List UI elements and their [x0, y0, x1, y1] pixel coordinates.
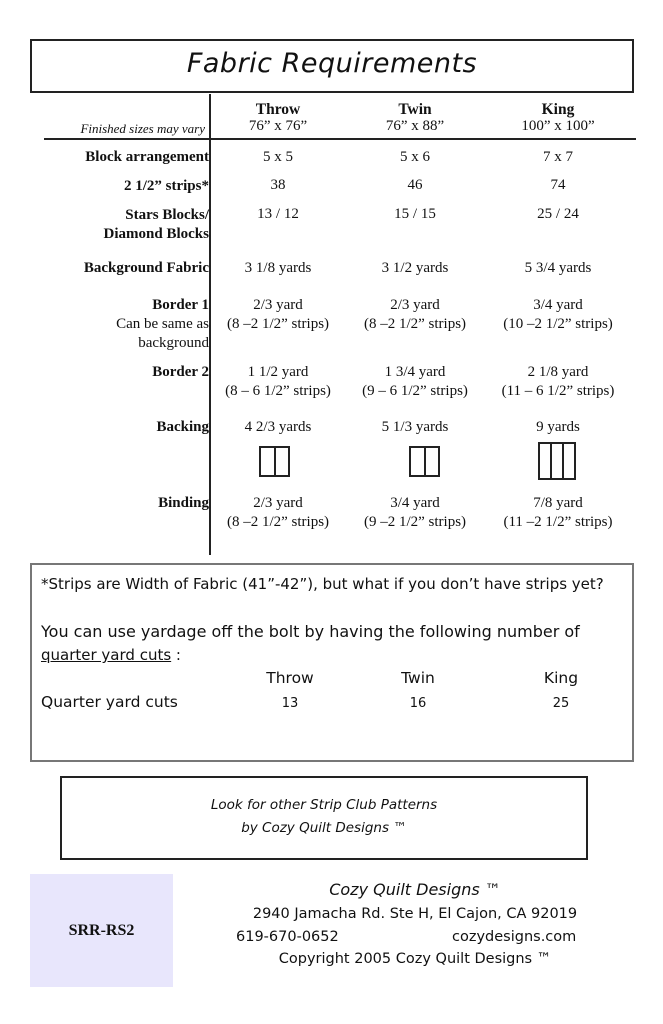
cell	[483, 296, 633, 334]
quarter-col-throw: Throw	[266, 669, 314, 687]
backing-panels-icon	[409, 446, 440, 477]
column-header-twin	[345, 101, 485, 135]
row-label-stars-blocks	[40, 206, 209, 244]
promo-line-1: Look for other Strip Club Patterns	[210, 797, 438, 813]
copyright: Copyright 2005 Cozy Quilt Designs ™	[278, 951, 552, 967]
label-text: Background Fabric	[83, 260, 209, 276]
cell-strips: (8 – 6 1/2” strips)	[225, 383, 331, 399]
promo-line-2: by Cozy Quilt Designs ™	[241, 820, 407, 836]
strips-note-box	[30, 563, 634, 762]
cell-strips: (10 –2 1/2” strips)	[503, 316, 613, 332]
label-text: Block arrangement	[85, 149, 209, 165]
column-header-throw	[208, 101, 348, 135]
row-label-strips	[40, 177, 209, 196]
cell: 46	[407, 177, 423, 193]
cell	[203, 494, 353, 532]
cell: 15 / 15	[394, 206, 436, 222]
quarter-col-king: King	[543, 669, 579, 687]
column-size: 100” x 100”	[521, 118, 595, 134]
cell-strips: (9 – 6 1/2” strips)	[362, 383, 468, 399]
label-subtext: background	[138, 335, 209, 351]
suffix: :	[171, 646, 181, 664]
cell: 5 3/4 yards	[524, 260, 592, 276]
company-name: Cozy Quilt Designs ™	[329, 880, 501, 899]
strips-note-heading: *Strips are Width of Fabric (41”-42”), but what if you don’t have strips yet?	[41, 575, 604, 593]
cell	[203, 296, 353, 334]
cell-strips: (8 –2 1/2” strips)	[226, 316, 330, 332]
company-website[interactable]: cozydesigns.com	[452, 929, 577, 945]
sku-badge: SRR-RS2	[30, 874, 173, 987]
cell	[340, 296, 490, 334]
cell: 4 2/3 yards	[244, 419, 312, 435]
cell: 9 yards	[536, 419, 580, 435]
cell: 38	[270, 177, 286, 193]
cell	[340, 494, 490, 532]
column-name: Throw	[255, 101, 301, 118]
column-name: King	[541, 101, 575, 118]
label-text: Binding	[158, 495, 209, 511]
quarter-row-label: Quarter yard cuts	[41, 693, 178, 711]
cell: 3 1/2 yards	[381, 260, 449, 276]
label-text: Diamond Blocks	[103, 226, 209, 242]
row-label-binding	[40, 494, 209, 513]
backing-panels-icon	[538, 442, 576, 480]
quarter-value-king: 25	[552, 696, 570, 711]
cell: 5 x 6	[400, 149, 430, 165]
row-label-backing	[40, 418, 209, 437]
column-size: 76” x 76”	[248, 118, 308, 134]
cell-yardage: 2/3 yard	[253, 495, 303, 511]
cell-yardage: 2/3 yard	[253, 297, 303, 313]
cell: 5 x 5	[263, 149, 293, 165]
row-label-border-1	[40, 296, 209, 353]
title-box	[30, 39, 634, 93]
label-text: 2 1/2” strips*	[123, 178, 209, 194]
cell	[340, 363, 490, 401]
company-phone: 619-670-0652	[236, 929, 339, 945]
cell-strips: (9 –2 1/2” strips)	[363, 514, 467, 530]
backing-panels-icon	[259, 446, 290, 477]
cell	[203, 363, 353, 401]
cell-yardage: 2 1/8 yard	[527, 364, 589, 380]
table-divider-horizontal	[44, 138, 636, 140]
row-label-block-arrangement	[40, 148, 209, 167]
quarter-value-twin: 16	[409, 696, 427, 711]
strips-note-line2	[41, 646, 181, 664]
promo-box	[60, 776, 588, 860]
column-name: Twin	[398, 101, 432, 118]
label-text: Border 2	[152, 364, 209, 380]
label-subtext: Can be same as	[116, 316, 209, 332]
cell-yardage: 1 1/2 yard	[247, 364, 309, 380]
cell: 7 x 7	[543, 149, 573, 165]
company-address: 2940 Jamacha Rd. Ste H, El Cajon, CA 92019	[252, 906, 578, 922]
cell-strips: (11 – 6 1/2” strips)	[501, 383, 615, 399]
cell-yardage: 7/8 yard	[533, 495, 583, 511]
cell: 13 / 12	[257, 206, 299, 222]
quarter-yard-cuts-term: quarter yard cuts	[41, 646, 172, 664]
column-size: 76” x 88”	[385, 118, 445, 134]
cell-strips: (11 –2 1/2” strips)	[503, 514, 613, 530]
cell: 25 / 24	[537, 206, 579, 222]
label-text: Stars Blocks/	[125, 207, 209, 223]
label-text: Border 1	[152, 297, 209, 313]
row-label-background-fabric	[40, 259, 209, 278]
cell	[483, 494, 633, 532]
cell: 74	[550, 177, 566, 193]
quarter-value-throw: 13	[281, 696, 299, 711]
finished-sizes-note: Finished sizes may vary	[80, 121, 205, 136]
cell-strips: (8 –2 1/2” strips)	[363, 316, 467, 332]
cell-yardage: 3/4 yard	[533, 297, 583, 313]
label-text: Backing	[156, 419, 209, 435]
cell: 5 1/3 yards	[381, 419, 449, 435]
quarter-col-twin: Twin	[401, 669, 435, 687]
strips-note-line1: You can use yardage off the bolt by having the following number of	[41, 622, 580, 641]
cell-yardage: 1 3/4 yard	[384, 364, 446, 380]
cell: 3 1/8 yards	[244, 260, 312, 276]
row-label-border-2	[40, 363, 209, 382]
cell-yardage: 2/3 yard	[390, 297, 440, 313]
cell-yardage: 3/4 yard	[390, 495, 440, 511]
cell-strips: (8 –2 1/2” strips)	[226, 514, 330, 530]
page-title: Fabric Requirements	[186, 48, 478, 79]
cell	[483, 363, 633, 401]
column-header-king	[488, 101, 628, 135]
